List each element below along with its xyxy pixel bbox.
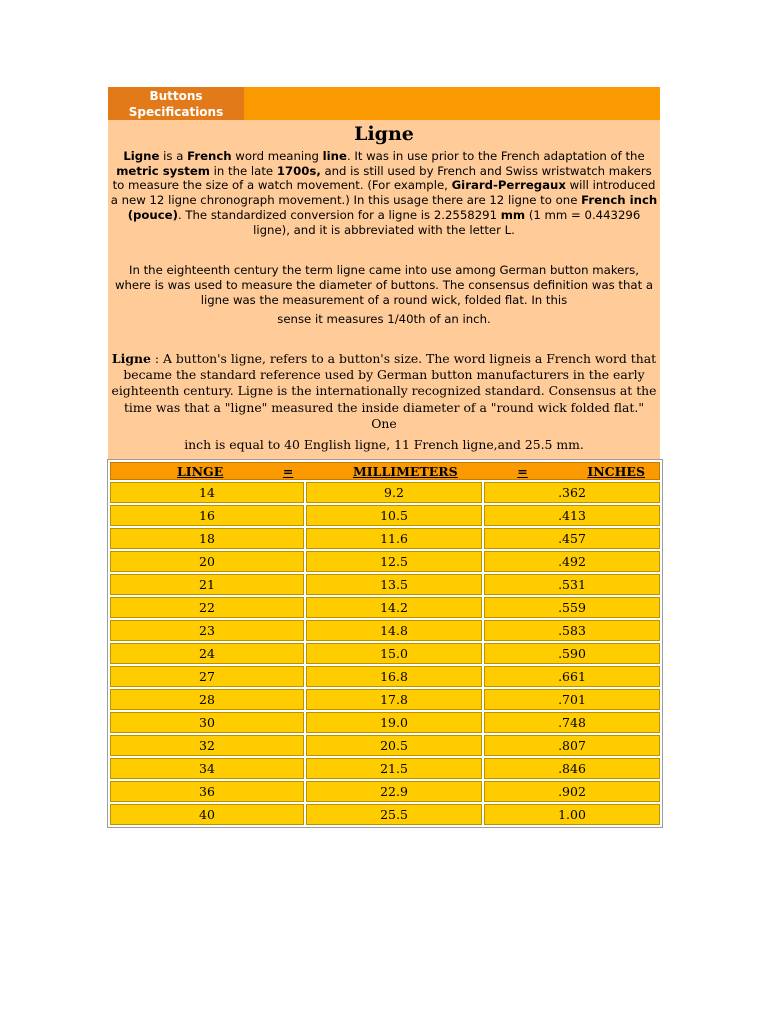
cell-ligne: 20 <box>110 551 304 572</box>
top-bar <box>108 87 660 120</box>
cell-millimeters: 17.8 <box>306 689 482 710</box>
cell-millimeters: 19.0 <box>306 712 482 733</box>
table-header-row <box>110 462 660 480</box>
cell-inches: .492 <box>484 551 660 572</box>
table-row <box>110 758 660 779</box>
paragraph-definition <box>110 351 658 453</box>
paragraph-history <box>110 263 658 327</box>
cell-ligne: 34 <box>110 758 304 779</box>
cell-ligne: 24 <box>110 643 304 664</box>
cell-inches: .902 <box>484 781 660 802</box>
link-french[interactable]: French <box>187 149 232 163</box>
cell-ligne: 18 <box>110 528 304 549</box>
table-row <box>110 781 660 802</box>
tab-label-line1: Buttons <box>149 89 203 103</box>
cell-ligne: 16 <box>110 505 304 526</box>
paragraph-intro <box>110 149 658 237</box>
cell-ligne: 28 <box>110 689 304 710</box>
table-row <box>110 551 660 572</box>
link-metric-system[interactable]: metric system <box>116 163 210 178</box>
cell-inches: .748 <box>484 712 660 733</box>
cell-inches: .661 <box>484 666 660 687</box>
cell-ligne: 40 <box>110 804 304 825</box>
page-title: Ligne <box>354 123 414 145</box>
text-span: and is still used by French and Swiss wristwatch makers to measure the size of a watch movement. (For example, <box>112 163 652 193</box>
cell-inches: .362 <box>484 482 660 503</box>
text-span: . The standardized conversion for a ligne is 2.2558291 <box>177 207 501 222</box>
cell-millimeters: 13.5 <box>306 574 482 595</box>
content-panel <box>108 120 660 459</box>
text-span: inch is equal to 40 English ligne, 11 French ligne,and 25.5 mm. <box>184 437 584 453</box>
cell-ligne: 21 <box>110 574 304 595</box>
cell-ligne: 22 <box>110 597 304 618</box>
cell-millimeters: 21.5 <box>306 758 482 779</box>
text-span: word meaning <box>231 149 323 163</box>
cell-ligne: 27 <box>110 666 304 687</box>
link-girard-perregaux[interactable]: Girard-Perregaux <box>451 178 566 193</box>
cell-inches: .531 <box>484 574 660 595</box>
table-row <box>110 735 660 756</box>
cell-ligne: 14 <box>110 482 304 503</box>
table-body <box>110 482 660 825</box>
document-sheet <box>108 87 660 828</box>
tab-label-line2: Specifications <box>128 105 224 119</box>
cell-inches: .846 <box>484 758 660 779</box>
cell-millimeters: 11.6 <box>306 528 482 549</box>
link-line[interactable]: line <box>322 149 347 163</box>
table-row <box>110 574 660 595</box>
table-row <box>110 689 660 710</box>
header-equals-2: = <box>517 463 528 479</box>
cell-millimeters: 10.5 <box>306 505 482 526</box>
table-row <box>110 712 660 733</box>
cell-inches: .457 <box>484 528 660 549</box>
cell-millimeters: 14.2 <box>306 597 482 618</box>
link-mm[interactable]: mm <box>500 207 526 222</box>
cell-inches: .413 <box>484 505 660 526</box>
text-span: will introduced a new 12 ligne chronograph movement.) In this usage there are 12 ligne to one <box>110 178 656 208</box>
table-row <box>110 482 660 503</box>
header-equals-1: = <box>282 463 294 479</box>
table-row <box>110 643 660 664</box>
table-row <box>110 620 660 641</box>
cell-millimeters: 12.5 <box>306 551 482 572</box>
term-ligne: Ligne <box>123 149 160 163</box>
cell-inches: .590 <box>484 643 660 664</box>
header-millimeters: MILLIMETERS <box>352 463 458 479</box>
header-linge: LINGE <box>177 463 224 479</box>
text-span: In the eighteenth century the term ligne came into use among German button makers, where is was used to measure the diameter of buttons. The consensus definition was that a ligne was the measurement of a round wick, folded flat. In this <box>114 263 654 307</box>
table-header <box>110 462 660 480</box>
cell-inches: .701 <box>484 689 660 710</box>
cell-ligne: 32 <box>110 735 304 756</box>
cell-millimeters: 9.2 <box>306 482 482 503</box>
cell-millimeters: 16.8 <box>306 666 482 687</box>
cell-millimeters: 25.5 <box>306 804 482 825</box>
cell-millimeters: 22.9 <box>306 781 482 802</box>
table-row <box>110 597 660 618</box>
text-span: . It was in use prior to the French adaptation of the <box>346 149 645 163</box>
table-row <box>110 528 660 549</box>
cell-millimeters: 15.0 <box>306 643 482 664</box>
cell-inches: 1.00 <box>484 804 660 825</box>
term-ligne-bold: Ligne <box>111 351 151 367</box>
table-row <box>110 804 660 825</box>
link-1700s[interactable]: 1700s, <box>276 163 321 178</box>
cell-inches: .807 <box>484 735 660 756</box>
text-span: : A button's ligne, refers to a button's size. The word ligneis a French word that became the standard reference used by German button manufacturers in the early eighteenth century. Ligne is the internationally recognized standard. Consensus at the time was that a "ligne" measured the inside diameter of a "round wick folded flat." One <box>111 351 657 431</box>
link-french-inch[interactable]: French inch (pouce) <box>127 193 658 222</box>
cell-ligne: 23 <box>110 620 304 641</box>
cell-inches: .559 <box>484 597 660 618</box>
text-span: is a <box>159 149 188 163</box>
ligne-conversion-table <box>107 459 663 828</box>
buttons-specifications-tab[interactable] <box>108 87 244 120</box>
text-span: (1 mm = 0.443296 ligne), and it is abbreviated with the letter L. <box>253 207 641 237</box>
header-inches: INCHES <box>587 463 645 479</box>
cell-ligne: 36 <box>110 781 304 802</box>
table-row <box>110 666 660 687</box>
cell-ligne: 30 <box>110 712 304 733</box>
cell-millimeters: 20.5 <box>306 735 482 756</box>
text-span: in the late <box>209 163 277 178</box>
cell-millimeters: 14.8 <box>306 620 482 641</box>
cell-inches: .583 <box>484 620 660 641</box>
table-row <box>110 505 660 526</box>
text-span: sense it measures 1/40th of an inch. <box>277 312 491 327</box>
